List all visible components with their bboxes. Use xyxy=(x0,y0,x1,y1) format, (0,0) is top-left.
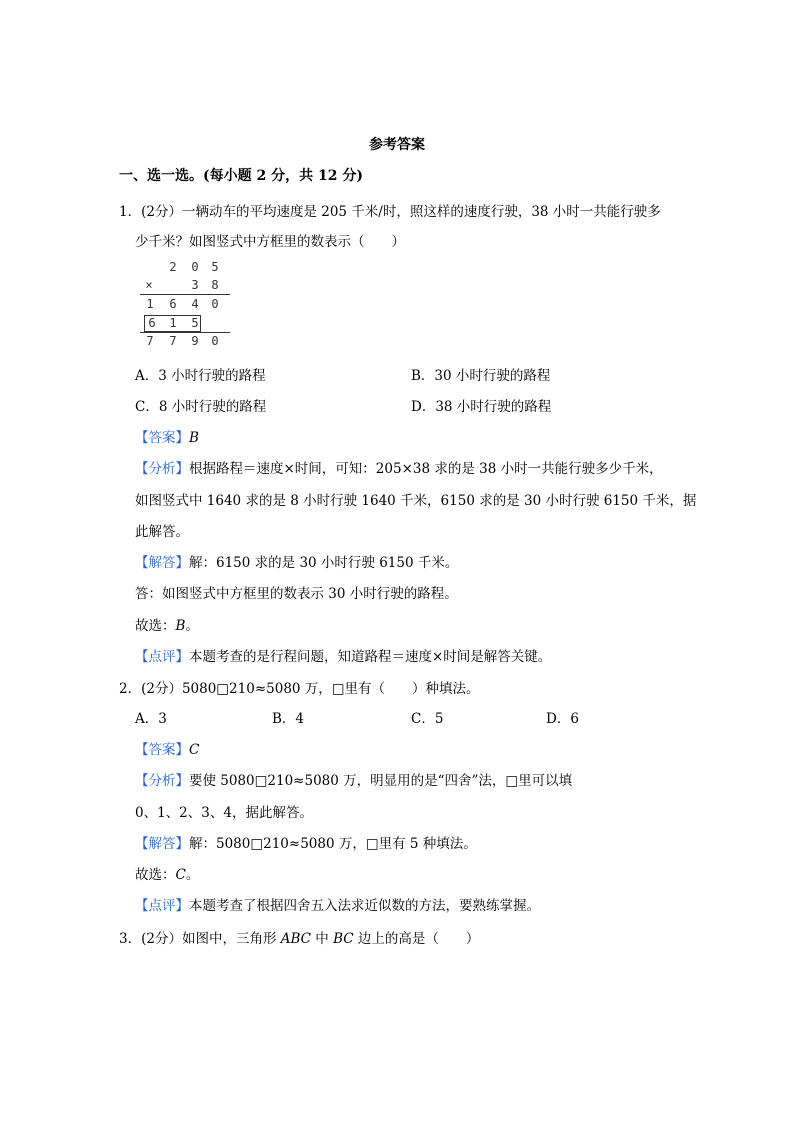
q3-side-label: BC xyxy=(333,931,354,947)
q3-stem xyxy=(119,927,479,947)
calc-digit: 2 xyxy=(169,260,177,274)
comment-text: 本题考查了根据四舍五入法求近似数的方法，要熟练掌握。 xyxy=(189,898,540,914)
calc-digit: 5 xyxy=(191,316,199,330)
calc-digit: 9 xyxy=(191,334,199,348)
q2-stem: 2．(2分）5080□210≈5080 万，□里有（ ）种填法。 xyxy=(119,681,480,697)
calc-digit: 5 xyxy=(211,260,219,274)
calc-digit: 8 xyxy=(211,278,219,292)
q1-analysis-line1 xyxy=(135,457,663,477)
calc-digit: 0 xyxy=(191,260,199,274)
q1-comment xyxy=(135,645,551,665)
calc-digit: 7 xyxy=(169,334,177,348)
section-heading: 一、选一选。(每小题 2 分，共 12 分) xyxy=(119,168,363,184)
choice-value: B xyxy=(175,618,186,634)
calc-digit: 6 xyxy=(169,297,177,311)
q2-answer xyxy=(135,738,199,758)
q1-option-a: A．3 小时行驶的路程 xyxy=(135,368,266,384)
q1-stem-line2: 少千米？如图竖式中方框里的数表示（ ） xyxy=(135,234,405,250)
q1-reply: 答：如图竖式中方框里的数表示 30 小时行驶的路程。 xyxy=(135,586,458,602)
calc-rule xyxy=(140,332,230,333)
q2-comment xyxy=(135,894,540,914)
page-title: 参考答案 xyxy=(369,137,425,153)
q1-stem-line1: 1．(2分）一辆动车的平均速度是 205 千米/时，照这样的速度行驶，38 小时一共能行驶多 xyxy=(119,204,661,220)
calc-digit: 0 xyxy=(211,297,219,311)
q3-triangle-label: ABC xyxy=(280,931,311,947)
q2-solution xyxy=(135,832,477,852)
calc-digit: 3 xyxy=(191,278,199,292)
q1-analysis-line2: 如图竖式中 1640 求的是 8 小时行驶 1640 千米，6150 求的是 30 小时行驶 6150 千米，据 xyxy=(135,493,697,509)
calc-digit: 6 xyxy=(148,316,156,330)
solution-tag: 【解答】 xyxy=(135,555,189,571)
q2-analysis-line1 xyxy=(135,769,572,789)
calc-digit: 7 xyxy=(146,334,154,348)
comment-tag: 【点评】 xyxy=(135,898,189,914)
calc-digit: 0 xyxy=(211,334,219,348)
calc-multiply-sign: × xyxy=(145,278,153,292)
choice-prefix: 故选： xyxy=(135,867,176,883)
q2-choice xyxy=(135,863,199,883)
comment-text: 本题考查的是行程问题，知道路程＝速度×时间是解答关键。 xyxy=(189,649,552,665)
q2-option-b: B．4 xyxy=(272,711,305,727)
q1-analysis-line3: 此解答。 xyxy=(135,524,189,540)
q2-analysis-line2: 0、1、2、3、4，据此解答。 xyxy=(135,805,313,821)
calc-digit: 1 xyxy=(169,316,177,330)
analysis-tag: 【分析】 xyxy=(135,773,189,789)
q3-stem-prefix: 3．(2分）如图中，三角形 xyxy=(119,931,281,947)
solution-text: 解：5080□210≈5080 万，□里有 5 种填法。 xyxy=(189,836,477,852)
choice-prefix: 故选： xyxy=(135,618,176,634)
solution-text: 解：6150 求的是 30 小时行驶 6150 千米。 xyxy=(189,555,459,571)
calc-digit: 1 xyxy=(146,297,154,311)
q2-option-d: D．6 xyxy=(546,711,579,727)
q1-choice xyxy=(135,614,199,634)
calc-digit: 4 xyxy=(191,297,199,311)
analysis-tag: 【分析】 xyxy=(135,461,189,477)
comment-tag: 【点评】 xyxy=(135,649,189,665)
q1-option-d: D．38 小时行驶的路程 xyxy=(411,399,552,415)
q3-stem-suffix: 边上的高是（ ） xyxy=(353,931,480,947)
answer-tag: 【答案】 xyxy=(135,430,189,446)
q2-option-c: C．5 xyxy=(411,711,444,727)
choice-suffix: 。 xyxy=(185,618,199,634)
answer-tag: 【答案】 xyxy=(135,742,189,758)
q2-option-a: A．3 xyxy=(135,711,167,727)
choice-value: C xyxy=(175,867,186,883)
analysis-text: 根据路程＝速度×时间，可知：205×38 求的是 38 小时一共能行驶多少千米， xyxy=(189,461,663,477)
vertical-multiplication-figure xyxy=(140,260,235,348)
q1-solution xyxy=(135,551,458,571)
choice-suffix: 。 xyxy=(185,867,200,883)
analysis-text: 要使 5080□210≈5080 万，明显用的是“四舍”法，□里可以填 xyxy=(189,773,573,789)
q3-stem-mid: 中 xyxy=(311,931,334,947)
q1-option-b: B．30 小时行驶的路程 xyxy=(411,368,551,384)
q1-answer xyxy=(135,426,199,446)
calc-rule xyxy=(140,294,230,295)
solution-tag: 【解答】 xyxy=(135,836,189,852)
answer-value: C xyxy=(189,742,200,758)
answer-value: B xyxy=(189,430,199,446)
q1-option-c: C．8 小时行驶的路程 xyxy=(135,399,267,415)
